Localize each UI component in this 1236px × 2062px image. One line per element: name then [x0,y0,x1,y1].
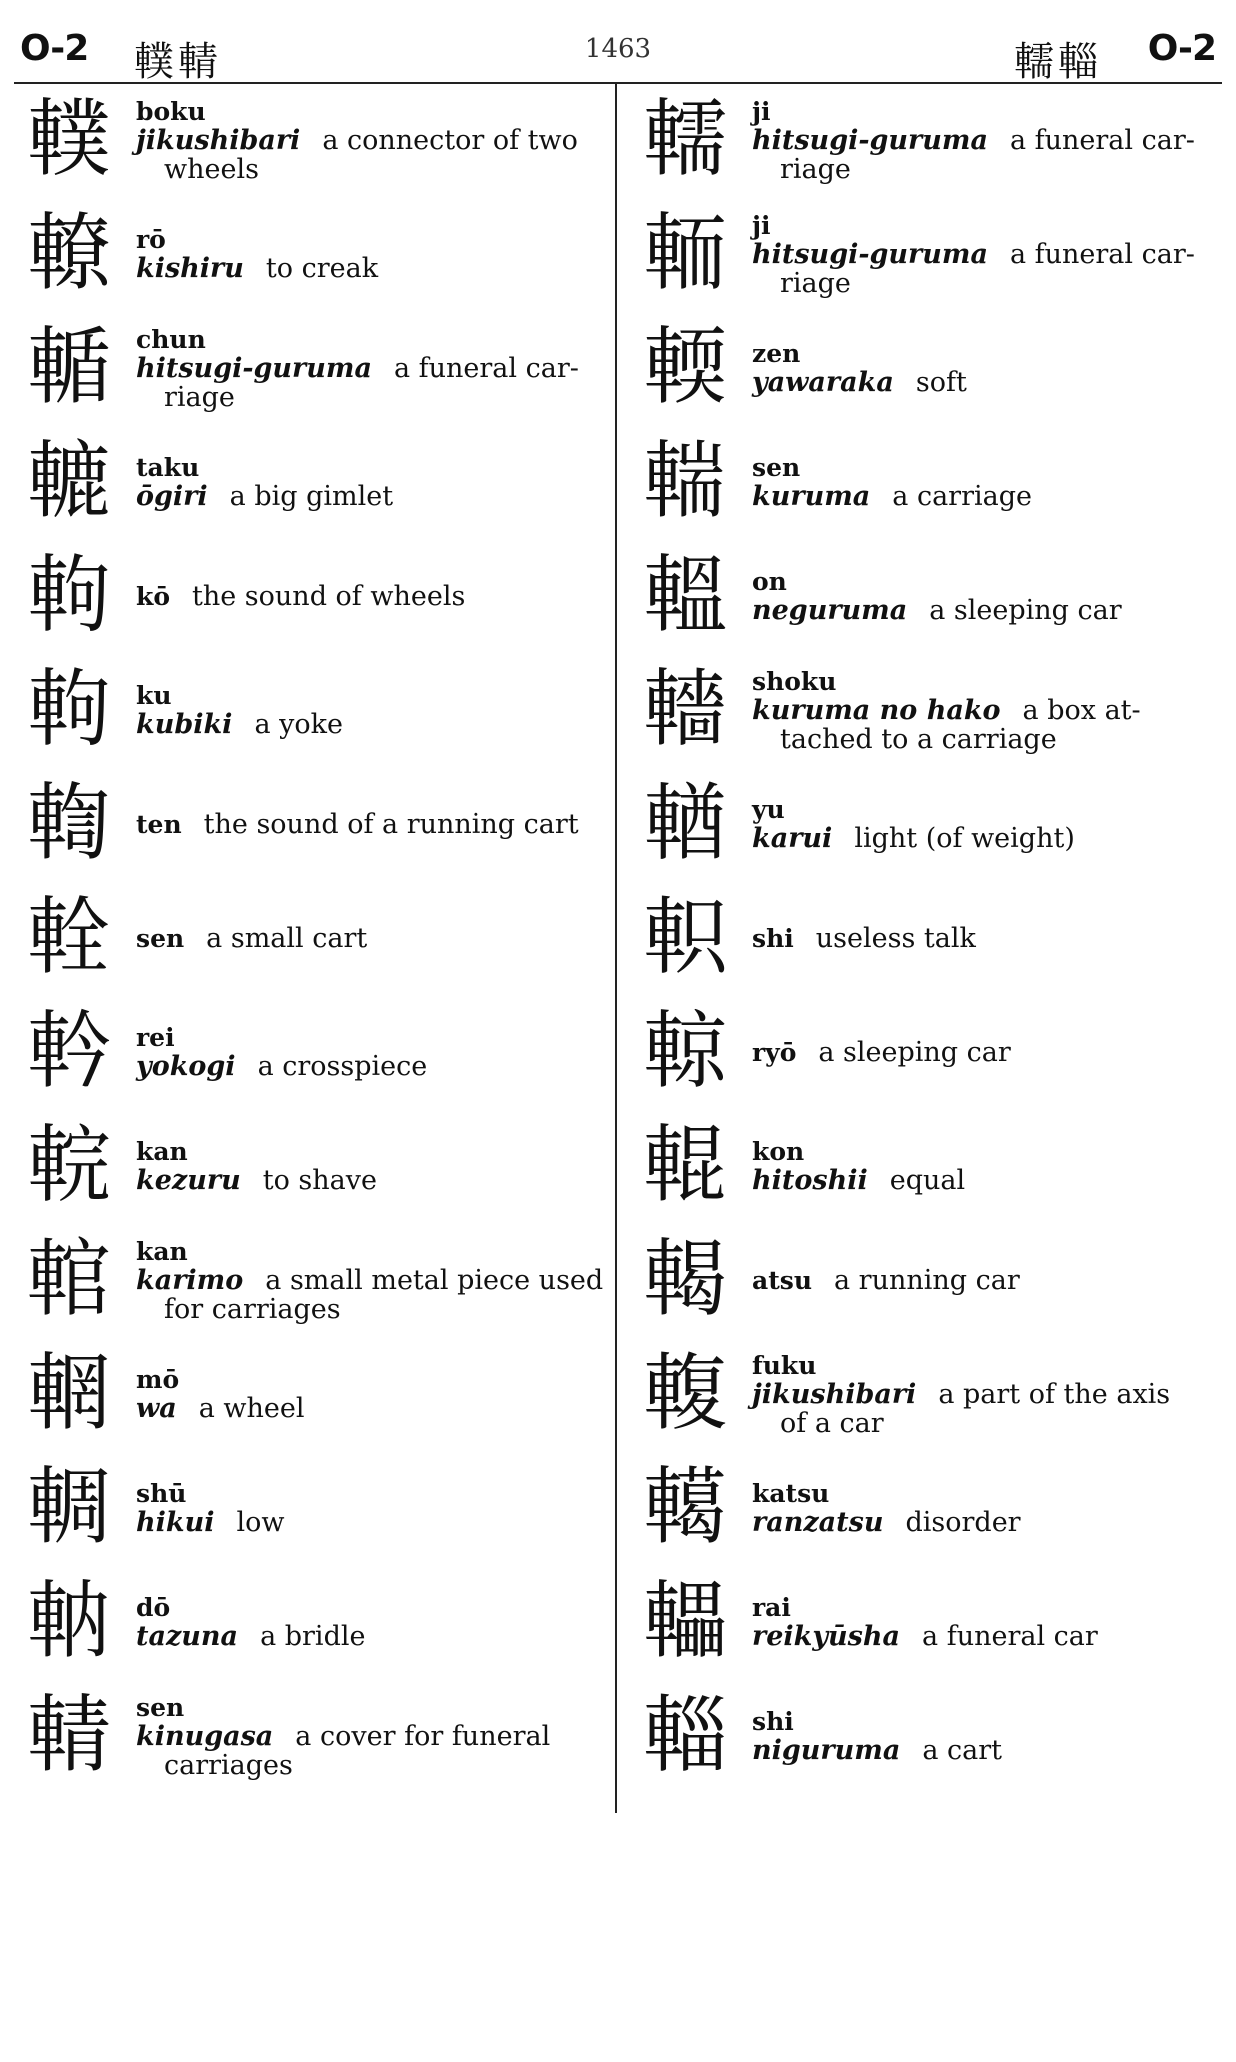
entry-body [752,656,1220,766]
entry-meaning: a cover for funeral [295,1721,551,1752]
entry-meaning: a sleeping car [929,595,1122,626]
entry-line [752,482,1220,512]
entry-japanese: wa [136,1393,177,1424]
dictionary-entry [24,1340,604,1450]
dictionary-entry [24,200,604,310]
entry-kanji: 輇 [26,888,111,986]
entry-body [752,428,1220,538]
entry-japanese: hitsugi-guruma [752,239,988,270]
entry-meaning: useless talk [815,923,976,954]
entry-reading: ryō [752,1038,797,1067]
entry-kanji: 輷 [26,774,111,872]
entry-reading: on [752,567,787,596]
entry-body [136,1112,604,1222]
entry-meaning: a sleeping car [818,1037,1011,1068]
header-rule [14,82,1222,84]
entry-line [752,1380,1220,1410]
entry-japanese: kuruma no hako [752,695,1001,726]
entry-line [136,1622,604,1652]
entry-kanji: 輐 [26,1116,111,1214]
dictionary-entry [24,656,604,766]
entry-meaning: a funeral car- [393,353,579,384]
entry-meaning: disorder [905,1507,1021,1538]
entry-meaning: a running car [834,1265,1020,1296]
entry-line [136,482,604,512]
entry-line [136,924,604,954]
entry-line [136,1266,604,1296]
entry-meaning: a funeral car- [1009,239,1195,270]
entry-reading: shi [752,924,794,953]
dictionary-entry [640,1568,1220,1678]
entry-reading: ten [136,810,182,839]
entry-japanese: yokogi [136,1051,236,1082]
entry-meaning: a small cart [206,923,368,954]
entry-reading: rei [136,1023,175,1052]
entry-kanji: 軡 [26,1002,111,1100]
dictionary-entry [640,428,1220,538]
entry-line [752,1736,1220,1766]
entry-meaning-continued: carriages [164,1750,293,1781]
entry-line [752,126,1220,156]
entry-japanese: karui [752,823,833,854]
entry-japanese: niguruma [752,1735,901,1766]
entry-kanji: 輖 [26,1458,111,1556]
entry-line [752,824,1220,854]
dictionary-entry [24,314,604,424]
entry-reading: zen [752,339,801,368]
entry-body [136,884,604,994]
entry-line [136,810,604,840]
entry-reading: kō [136,582,170,611]
entry-reading: katsu [752,1479,830,1508]
entry-line [752,1166,1220,1196]
entry-japanese: karimo [136,1265,244,1296]
dictionary-entry [640,86,1220,196]
entry-body [752,1112,1220,1222]
entry-meaning-continued: riage [164,382,235,413]
entry-line [136,1508,604,1538]
entry-reading: shū [136,1479,187,1508]
entry-reading: ji [752,97,771,126]
entry-japanese: neguruma [752,595,908,626]
entry-line [136,1052,604,1082]
dictionary-entry [640,1454,1220,1564]
entry-body [752,1568,1220,1678]
entry-line [136,582,604,612]
entry-meaning-continued: riage [780,268,851,299]
page-header [14,28,1222,85]
entry-kanji: 轀 [642,546,727,644]
entry-line [752,696,1220,726]
entry-kanji: 輲 [642,432,727,530]
entry-body [752,200,1220,310]
entry-line [136,1394,604,1424]
entry-meaning: a wheel [198,1393,305,1424]
dictionary-entry [24,998,604,1108]
entry-reading: dō [136,1593,171,1622]
dictionary-entry [24,770,604,880]
column-divider [615,83,617,1813]
entry-reading: sen [136,924,185,953]
entry-kanji: 軥 [26,546,111,644]
entry-body [136,770,604,880]
right-guide-kanji: 轜輜 [1014,39,1102,85]
entry-body [752,1454,1220,1564]
entry-meaning: a yoke [254,709,343,740]
entry-japanese: ranzatsu [752,1507,884,1538]
entry-body [752,1682,1220,1792]
entry-body [136,1682,604,1792]
entry-kanji: 輥 [642,1116,727,1214]
entry-meaning: to shave [262,1165,377,1196]
entry-reading: rō [136,225,166,254]
entry-japanese: kezuru [136,1165,241,1196]
entry-reading: atsu [752,1266,812,1295]
entry-reading: shi [752,1707,794,1736]
entry-kanji: 軜 [26,1572,111,1670]
entry-japanese: jikushibari [752,1379,917,1410]
left-guide-kanji: 轐輤 [134,39,222,85]
entry-kanji: 轐 [26,90,111,188]
entry-reading: rai [752,1593,791,1622]
entry-japanese: kubiki [136,709,233,740]
entry-body [136,200,604,310]
entry-meaning: a big gimlet [229,481,394,512]
entry-kanji: 輜 [642,1686,727,1784]
entry-body [752,1340,1220,1450]
entry-meaning: the sound of wheels [192,581,466,612]
entry-line [136,710,604,740]
entry-japanese: hitsugi-guruma [136,353,372,384]
entry-meaning: a carriage [892,481,1032,512]
entry-line [136,1722,604,1752]
entry-line [752,596,1220,626]
entry-line [752,1508,1220,1538]
entry-meaning: a funeral car- [1009,125,1195,156]
dictionary-entry [24,1226,604,1336]
entry-meaning: light (of weight) [854,823,1075,854]
entry-japanese: yawaraka [752,367,894,398]
entry-reading: fuku [752,1351,817,1380]
entry-reading: ji [752,211,771,240]
entry-meaning-continued: of a car [780,1408,884,1439]
entry-meaning-continued: tached to a carriage [780,724,1057,755]
entry-meaning: equal [889,1165,966,1196]
entry-kanji: 轑 [26,204,111,302]
entry-kanji: 轕 [642,1458,727,1556]
entry-meaning: to creak [265,253,379,284]
entry-body [752,86,1220,196]
entry-line [752,924,1220,954]
entry-body [752,770,1220,880]
entry-japanese: tazuna [136,1621,239,1652]
dictionary-entry [640,1340,1220,1450]
dictionary-entry [24,428,604,538]
entry-reading: mō [136,1365,180,1394]
entry-kanji: 輨 [26,1230,111,1328]
dictionary-entry [640,542,1220,652]
dictionary-entry [24,1112,604,1222]
entry-meaning: a crosspiece [257,1051,428,1082]
entry-meaning-continued: wheels [164,154,259,185]
entry-body [136,542,604,652]
dictionary-entry [640,884,1220,994]
left-section-code: O-2 [20,28,89,69]
entry-meaning-continued: for carriages [164,1294,341,1325]
entry-kanji: 輀 [642,204,727,302]
entry-kanji: 輞 [26,1344,111,1442]
entry-line [752,1038,1220,1068]
dictionary-entry [640,1226,1220,1336]
entry-meaning: a small metal piece used [265,1265,604,1296]
entry-line [752,240,1220,270]
entry-line [752,1266,1220,1296]
dictionary-entry [640,1112,1220,1222]
entry-body [752,998,1220,1108]
entry-body [136,314,604,424]
entry-line [136,1166,604,1196]
entry-meaning: a bridle [260,1621,366,1652]
entry-meaning: a funeral car [922,1621,1098,1652]
entry-japanese: kishiru [136,253,244,284]
page-number: 1463 [584,34,652,64]
entry-japanese: hikui [136,1507,215,1538]
dictionary-entry [24,86,604,196]
dictionary-entry [24,884,604,994]
entry-kanji: 輹 [642,1344,727,1442]
entry-kanji: 轠 [642,1572,727,1670]
entry-body [752,1226,1220,1336]
entry-japanese: reikyūsha [752,1621,901,1652]
entry-line [136,354,604,384]
entry-line [136,126,604,156]
entry-body [136,1340,604,1450]
entry-meaning: low [236,1507,285,1538]
dictionary-entry [640,656,1220,766]
entry-body [136,428,604,538]
dictionary-entry [640,998,1220,1108]
entry-reading: ku [136,681,172,710]
entry-kanji: 轖 [642,660,727,758]
entry-body [136,1226,604,1336]
entry-japanese: hitsugi-guruma [752,125,988,156]
entry-body [136,1454,604,1564]
dictionary-entry [24,1568,604,1678]
dictionary-entry [640,314,1220,424]
entry-line [752,368,1220,398]
dictionary-entry [24,1454,604,1564]
entry-kanji: 輶 [642,774,727,872]
entry-meaning: soft [915,367,967,398]
entry-meaning: a connector of two [322,125,578,156]
entry-meaning: a cart [922,1735,1002,1766]
entry-japanese: hitoshii [752,1165,868,1196]
entry-japanese: ōgiri [136,481,208,512]
entry-japanese: kuruma [752,481,871,512]
entry-reading: shoku [752,667,837,696]
entry-kanji: 軹 [642,888,727,986]
entry-meaning: a part of the axis [938,1379,1171,1410]
entry-kanji: 輵 [642,1230,727,1328]
entry-reading: yu [752,795,785,824]
entry-reading: taku [136,453,200,482]
dictionary-entry [640,770,1220,880]
entry-kanji: 轜 [642,90,727,188]
entry-kanji: 軥 [26,660,111,758]
entry-reading: kan [136,1137,188,1166]
entry-body [136,656,604,766]
entry-reading: kon [752,1137,805,1166]
entry-body [752,884,1220,994]
entry-kanji: 輭 [642,318,727,416]
entry-body [136,86,604,196]
entry-reading: sen [752,453,801,482]
entry-kanji: 輬 [642,1002,727,1100]
entry-meaning: a box at- [1022,695,1141,726]
entry-line [136,254,604,284]
entry-line [752,1622,1220,1652]
dictionary-entry [640,200,1220,310]
entry-kanji: 輤 [26,1686,111,1784]
right-section-code: O-2 [1147,28,1216,69]
entry-body [752,314,1220,424]
entry-kanji: 轆 [26,432,111,530]
entry-japanese: jikushibari [136,125,301,156]
dictionary-entry [24,1682,604,1792]
dictionary-entry [24,542,604,652]
entry-reading: sen [136,1693,185,1722]
dictionary-entry [640,1682,1220,1792]
entry-kanji: 輴 [26,318,111,416]
entry-body [136,998,604,1108]
entry-body [136,1568,604,1678]
entry-meaning: the sound of a running cart [203,809,579,840]
entry-japanese: kinugasa [136,1721,274,1752]
entry-reading: boku [136,97,206,126]
entry-body [752,542,1220,652]
entry-meaning-continued: riage [780,154,851,185]
entry-reading: chun [136,325,206,354]
entry-reading: kan [136,1237,188,1266]
